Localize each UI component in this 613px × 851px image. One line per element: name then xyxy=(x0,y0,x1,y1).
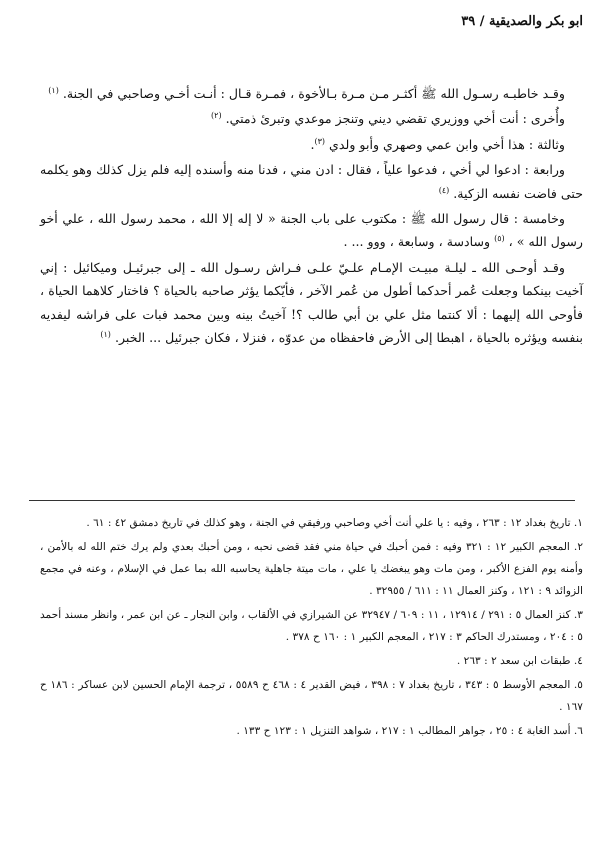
footnote-item: ٦. أسد الغابة ٤ : ٢٥ ، جواهر المطالب ١ : ٢١٧ ، شواهد التنزيل ١ : ١٢٣ ح ١٣٣ . xyxy=(236,725,583,737)
footnote-item: ٢. المعجم الكبير ١٢ : ٣٢١ وفيه : فمن أحبك في حياة مني فقد قضى نحبه ، ومن أحبك بعدي ولم يرك ختم الله له بالأمن ، وأمنه يوم الفزع الأكبر ، ومن مات وهو يبغضك يا علي ، مات ميتة جاهلية يحاسبه الله بما عمل في الإسلام ، وعنه في مجمع الزوائد ٩ : ١٢١ ، وكنز العمال ١١ : ٦١١ / ٣٢٩٥٥ . xyxy=(40,541,584,597)
paragraph xyxy=(40,133,583,156)
paragraph-text: وقـد أوحـى الله ـ ليلـة مبيـت الإمـام علـيّ علـى فـراش رسـول الله ـ إلى جبرئيـل وميكائيل : إني آخيت بينكما وجعلت عُمر أحدكما أطول من عُمر الآخر ، فأيّكما يؤثر صاحبه بالحياة ؟ فاختار كلاهما الحياة ، فأوحى الله إليهما : ألا كنتما مثل علي بن أبي طالب ؟! آخيتُ بينه وبين محمد فبات على فراشه ليفديه بنفسه ويؤثره بالحياة ، اهبطا إلى الأرض فاحفظاه من عدوّه ، فنزلا ، فكان جبرئيل ... الخبر. xyxy=(40,259,583,346)
footnote-ref[interactable]: (١) xyxy=(48,86,59,95)
paragraph xyxy=(40,82,583,105)
footnotes xyxy=(40,512,583,744)
paragraph-text: وأُخرى : أنت أخي ووزيري تقضي ديني وتنجز موعدي وتبرئ ذمتي. xyxy=(225,111,565,127)
footnote-ref[interactable]: (٤) xyxy=(438,185,450,195)
footnote-ref[interactable]: (١) xyxy=(100,330,111,340)
paragraph xyxy=(40,107,583,130)
paragraph-text: وقـد خاطبـه رسـول الله ﷺ أكثـر مـن مـرة بـالأخوة ، فمـرة قـال : أنـت أخـي وصاحبي في الجنة. xyxy=(62,86,565,101)
footnote-item: ٤. طبقات ابن سعد ٢ : ٢٦٣ . xyxy=(456,655,583,667)
footnote-ref[interactable]: (٥) xyxy=(494,234,505,244)
paragraph-tail: وسادسة ، وسابعة ، ووو ... . xyxy=(343,234,495,250)
running-header: ابو بكر والصديقية / ٣٩ xyxy=(461,14,583,29)
footnote-item: ٣. كنز العمال ٥ : ٢٩١ / ١٢٩١٤ ، ١١ : ٦٠٩ / ٣٢٩٤٧ عن الشيرازي في الألقاب ، وابن النجار ـ عن ابن عمر ، وانظر مسند أحمد ٥ : ٢٠٤ ، ومستدرك الحاكم ٣ : ٢١٧ ، المعجم الكبير ١ : ١٦٠ ح ٣٧٨ . xyxy=(40,609,583,643)
paragraph xyxy=(40,207,583,254)
footnote-item: ١. تاريخ بغداد ١٢ : ٢٦٣ ، وفيه : يا علي أنت أخي وصاحبي ورفيقي في الجنة ، وهو كذلك في تاريخ دمشق ٤٢ : ٦١ . xyxy=(86,517,583,529)
footnote-item: ٥. المعجم الأوسط ٥ : ٣٤٣ ، تاريخ بغداد ٧ : ٣٩٨ ، فيض القدير ٤ : ٤٦٨ ح ٥٥٨٩ ، ترجمة الإمام الحسين لابن عساكر : ١٨٦ ح ١٦٧ . xyxy=(40,679,583,713)
paragraph xyxy=(40,158,583,205)
footnote-ref[interactable]: (٢) xyxy=(211,111,222,121)
paragraph xyxy=(40,256,583,350)
paragraph-text: وثالثة : هذا أخي وابن عمي وصهري وأبو ولدي xyxy=(329,136,565,152)
footnote-divider xyxy=(29,500,575,501)
main-text xyxy=(40,82,583,351)
paragraph-text: ورابعة : ادعوا لي أخي ، فدعوا علياً ، فقال : ادن مني ، فدنا منه وأسنده إليه فلم يزل كذلك وهو يكلمه حتى فاضت نفسه الزكية. xyxy=(40,162,583,201)
paragraph-tail: . xyxy=(310,136,315,152)
paragraph-text: وخامسة : قال رسول الله ﷺ : مكتوب على باب الجنة « لا إله إلا الله ، محمد رسول الله ، علي أخو رسول الله » ، xyxy=(40,211,583,250)
footnote-ref[interactable]: (٣) xyxy=(314,136,326,146)
